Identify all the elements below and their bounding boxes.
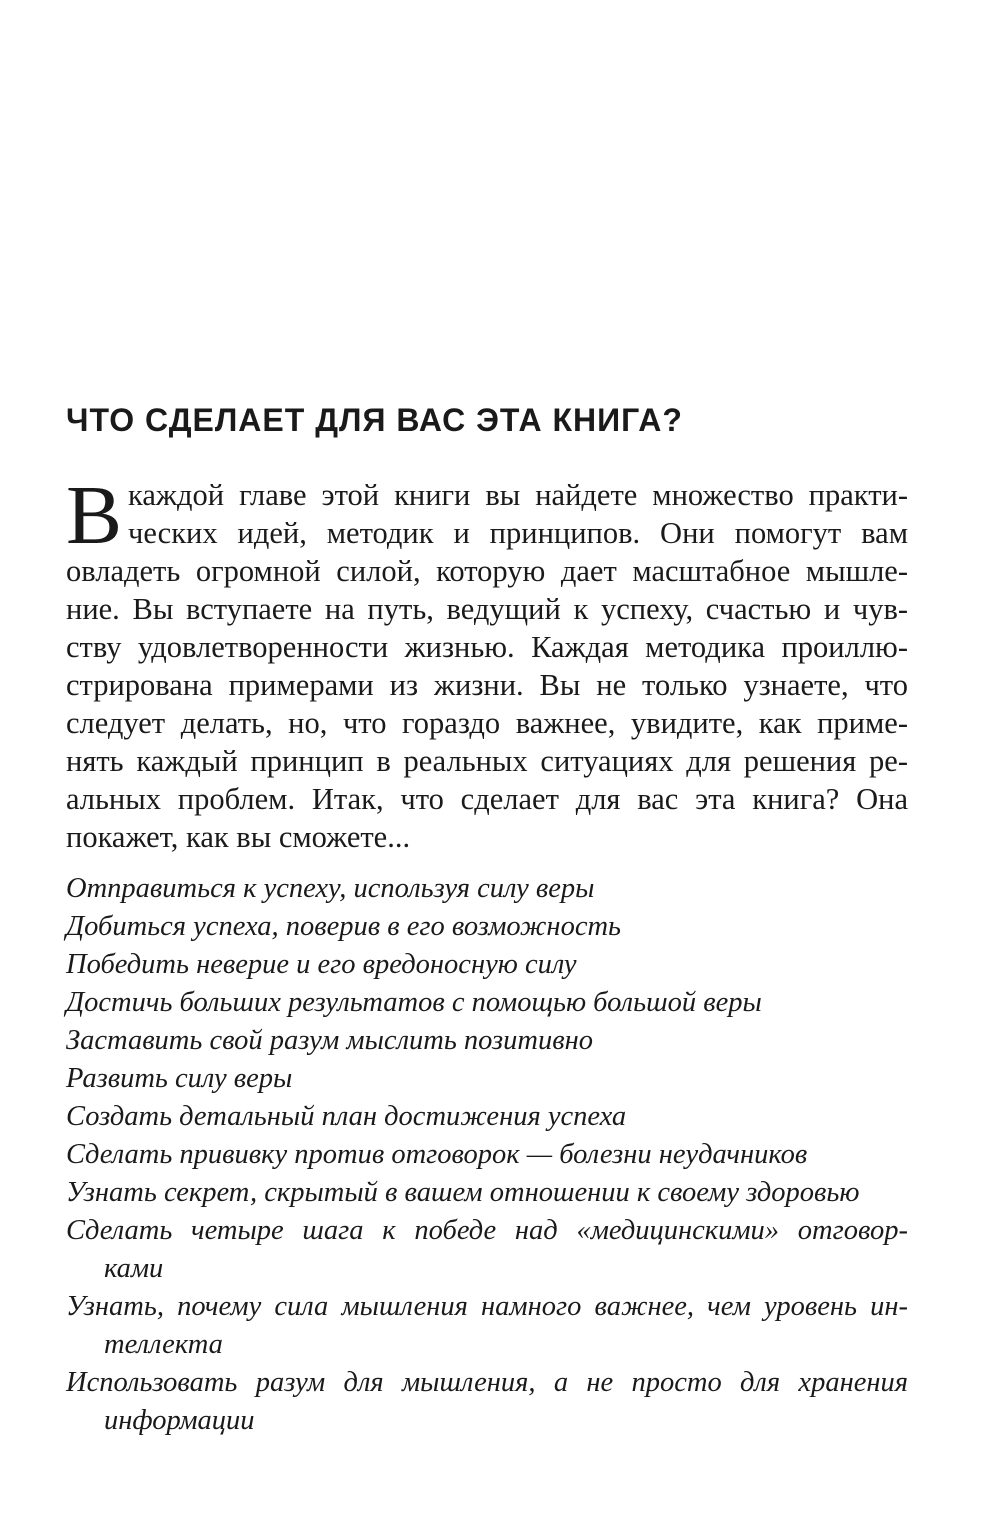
intro-line: ние. Вы вступаете на путь, ведущий к успеху, счастью и чув-: [66, 592, 908, 626]
list-item: [66, 946, 908, 984]
list-item-continuation: информации: [104, 1405, 255, 1436]
drop-cap: В: [66, 469, 123, 562]
list-item-line: Заставить свой разум мыслить позитивно: [66, 1025, 594, 1056]
section-heading: ЧТО СДЕЛАЕТ ДЛЯ ВАС ЭТА КНИГА?: [66, 402, 683, 438]
list-item: [66, 1212, 908, 1288]
list-item-continuation: ками: [104, 1253, 164, 1284]
intro-line: стрирована примерами из жизни. Вы не только узнаете, что: [66, 668, 908, 702]
intro-line: овладеть огромной силой, которую дает масштабное мышле-: [66, 554, 908, 588]
intro-line: каждой главе этой книги вы найдете множество практи-: [128, 478, 908, 512]
list-item: [66, 1060, 908, 1098]
list-item-line: Создать детальный план достижения успеха: [66, 1101, 627, 1132]
benefits-list: [66, 870, 908, 1440]
list-item: [66, 1288, 908, 1364]
list-item: [66, 870, 908, 908]
list-item: [66, 984, 908, 1022]
list-item-line: Развить силу веры: [66, 1063, 293, 1094]
intro-line: альных проблем. Итак, что сделает для вас эта книга? Она: [66, 782, 908, 816]
list-item: [66, 1098, 908, 1136]
list-item-continuation: теллекта: [104, 1329, 223, 1360]
intro-line: следует делать, но, что гораздо важнее, увидите, как приме-: [66, 706, 908, 740]
intro-line: ству удовлетворенности жизнью. Каждая методика проиллю-: [66, 630, 908, 664]
list-item: [66, 1174, 908, 1212]
intro-paragraph: [66, 469, 908, 856]
list-item-line: Сделать прививку против отговорок — болезни неудачников: [66, 1139, 808, 1170]
book-page: [66, 0, 908, 1536]
list-item: [66, 1136, 908, 1174]
list-item-line: Достичь больших результатов с помощью большой веры: [66, 987, 762, 1018]
list-item-line: Узнать секрет, скрытый в вашем отношении к своему здоровью: [66, 1177, 860, 1208]
intro-line: покажет, как вы сможете...: [66, 820, 411, 854]
list-item-line: Сделать четыре шага к победе над «медицинскими» отговор-: [66, 1215, 908, 1246]
drop-cap-lines: [128, 476, 908, 552]
list-item-line: Использовать разум для мышления, а не просто для хранения: [66, 1367, 908, 1398]
list-item: [66, 908, 908, 946]
intro-line: нять каждый принцип в реальных ситуациях для решения ре-: [66, 744, 908, 778]
list-item-line: Отправиться к успеху, используя силу веры: [66, 873, 595, 904]
list-item-line: Добиться успеха, поверив в его возможность: [66, 911, 622, 942]
intro-line: ческих идей, методик и принципов. Они помогут вам: [128, 516, 908, 550]
list-item-line: Узнать, почему сила мышления намного важнее, чем уровень ин-: [66, 1291, 908, 1322]
list-item-line: Победить неверие и его вредоносную силу: [66, 949, 577, 980]
list-item: [66, 1364, 908, 1440]
list-item: [66, 1022, 908, 1060]
